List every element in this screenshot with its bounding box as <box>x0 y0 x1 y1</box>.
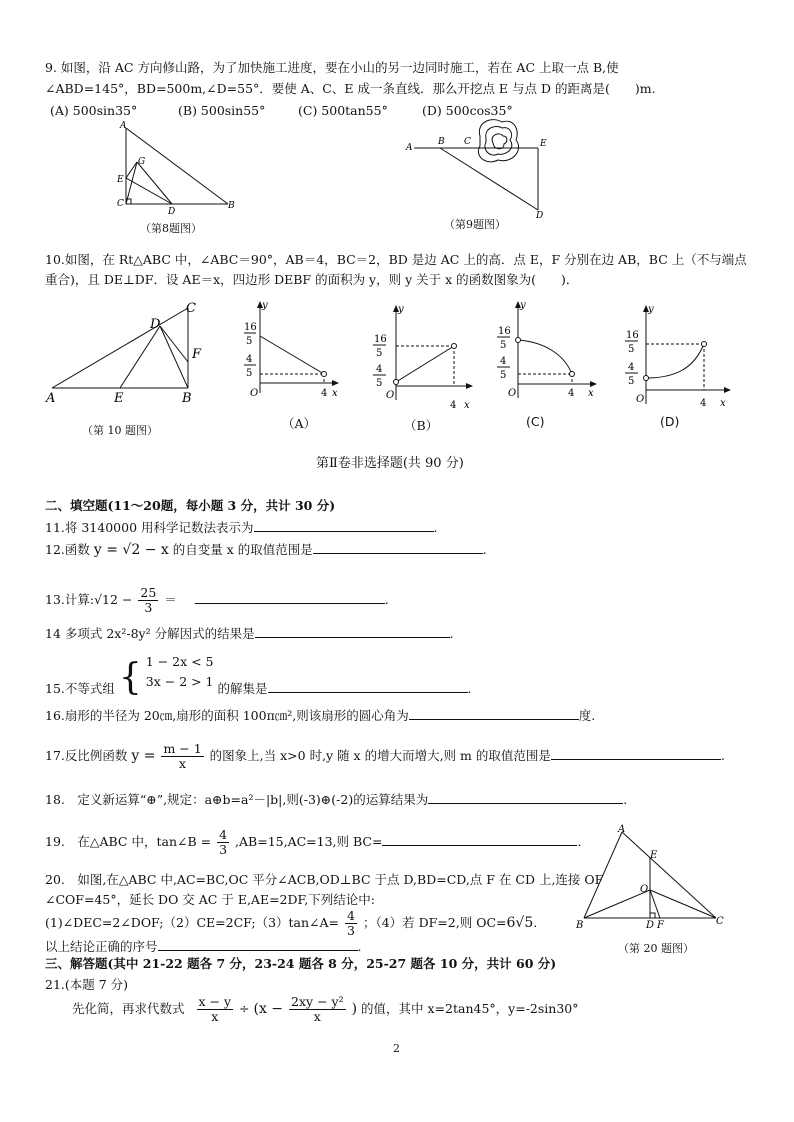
graph-c-tick16: 16 <box>498 326 511 337</box>
graph-b-tick5a: 5 <box>376 348 383 359</box>
page-number: 2 <box>393 1042 400 1055</box>
graph-c-x: x <box>588 388 594 399</box>
q15: 15.不等式组 { 1 − 2x < 5 3x − 2 > 1 的解集是 . <box>45 654 472 698</box>
graph-a-tick5b: 5 <box>246 368 253 379</box>
q21-body <box>72 988 579 1030</box>
graph-b-tick4: 4 <box>376 364 383 375</box>
q15-ineq2: 3x − 2 > 1 <box>145 674 214 689</box>
graph-c-y: y <box>520 300 526 311</box>
q20-text-3b: ；（4）若 DF=2,则 OC= <box>362 915 507 930</box>
graph-c-tick5b: 5 <box>500 370 507 381</box>
fig20-label-a: A <box>618 824 626 835</box>
fig20-label-d: D <box>646 920 655 931</box>
fig8-label-b: B <box>228 201 235 211</box>
graph-a-xtick4: 4 <box>321 388 328 399</box>
graph-c-origin: O <box>508 388 517 399</box>
q13-text-a: 13.计算: <box>45 592 95 607</box>
fig8-label-g: G <box>138 157 146 167</box>
q12-formula: y = √2 − x <box>93 542 169 558</box>
fig10-label-a: A <box>46 391 56 406</box>
q12: 12.函数 y = √2 − x 的自变量 x 的取值范围是 . <box>45 542 487 558</box>
q17-fraction <box>161 742 203 771</box>
figure-9 <box>400 112 560 222</box>
graph-a-tick4: 4 <box>246 354 253 365</box>
q13-den: 3 <box>144 600 153 615</box>
solve-header: 三、解答题(其中 21-22 题各 7 分，23-24 题各 8 分，25-27 题各 10 分，共计 60 分) <box>45 956 557 971</box>
graph-a-tick5a: 5 <box>246 336 253 347</box>
q9-option-b: (B) 500sin55° <box>178 103 266 118</box>
q13-sqrt12: √12 − <box>94 592 133 607</box>
graph-b-x: x <box>464 400 470 411</box>
q21-text-a: 先化简，再求代数式 <box>72 1001 185 1016</box>
q21-div: ÷ <box>239 1001 250 1016</box>
q16 <box>45 706 595 724</box>
fig20-label-f: F <box>657 920 664 931</box>
q17-den: x <box>179 756 187 771</box>
fig20-label-o: O <box>640 884 649 895</box>
q20-answer-blank[interactable] <box>158 937 358 951</box>
graph-c-xtick4: 4 <box>568 388 575 399</box>
q15-system <box>146 652 214 692</box>
fig20-caption: （第 20 题图） <box>618 942 694 955</box>
graph-c <box>488 298 598 410</box>
graph-a-tick16: 16 <box>244 322 257 333</box>
q20-den: 3 <box>347 923 355 938</box>
graph-d-origin: O <box>636 394 645 405</box>
graph-d-xtick4: 4 <box>700 398 707 409</box>
q12-answer-blank[interactable] <box>313 540 483 554</box>
fig9-label-d: D <box>536 211 544 221</box>
graph-d-tick5a: 5 <box>628 344 635 355</box>
fig9-label-b: B <box>438 137 445 147</box>
fig8-label-e: E <box>117 175 124 185</box>
figure-8 <box>110 118 240 218</box>
fig20-label-b: B <box>576 920 584 931</box>
graph-a-y: y <box>262 300 268 311</box>
fig10-label-d: D <box>150 317 161 332</box>
q20-text-4: 以上结论正确的序号 <box>45 939 158 954</box>
graph-d-label: (D) <box>660 414 680 429</box>
fig9-label-e: E <box>540 139 547 149</box>
q13-answer-blank[interactable] <box>195 590 385 604</box>
graph-c-label: (C) <box>526 414 545 429</box>
q17-text-b: 的图象上,当 x>0 时,y 随 x 的增大而增大,则 m 的取值范围是 <box>209 748 551 763</box>
q14-answer-blank[interactable] <box>255 624 450 638</box>
fig20-label-e: E <box>650 850 658 861</box>
q15-answer-blank[interactable] <box>268 679 468 693</box>
figure-20 <box>570 822 730 934</box>
graph-a-x: x <box>332 388 338 399</box>
q17-answer-blank[interactable] <box>551 746 721 760</box>
q16-text-b: 度. <box>578 708 596 723</box>
graph-b-label: （B） <box>404 418 439 433</box>
q21-f1-num: x − y <box>198 994 232 1009</box>
fig10-label-e: E <box>114 391 124 406</box>
q12-text-a: 12.函数 <box>45 542 90 557</box>
q15-ineq1: 1 − 2x < 5 <box>145 654 214 669</box>
fig10-label-b: B <box>182 391 192 406</box>
fig9-caption: （第9题图） <box>444 218 506 231</box>
q10-line2: 重合)，且 DE⊥DF．设 AE＝x，四边形 DEBF 的面积为 y，则 y 关于 x 的函数图象为( )． <box>45 272 579 287</box>
fig10-label-c: C <box>186 301 196 316</box>
q9-line1: 9. 如图，沿 AC 方向修山路，为了加快施工进度，要在小山的另一边同时施工，若在 AC 上取一点 B,使 <box>45 60 619 75</box>
q21-f2-den: x <box>313 1009 321 1024</box>
graph-b-xtick4: 4 <box>450 400 457 411</box>
q17-text-a: 17.反比例函数 <box>45 748 128 763</box>
q11: 11.将 3140000 用科学记数法表示为 . <box>45 520 438 535</box>
q20-line1: 20. 如图,在△ABC 中,AC=BC,OC 平分∠ACB,OD⊥BC 于点 D,BD=CD,点 F 在 CD 上,连接 OF <box>45 872 604 887</box>
graph-a-origin: O <box>250 388 259 399</box>
q13-num: 25 <box>140 585 157 600</box>
graph-d-tick5b: 5 <box>628 376 635 387</box>
q9-line2: ∠ABD=145°，BD=500m,∠D=55°．要使 A、C、E 成一条直线．那么开挖点 E 与点 D 的距离是( )m. <box>45 81 656 96</box>
graph-d-tick4: 4 <box>628 362 635 373</box>
graph-d-tick16: 16 <box>626 330 639 341</box>
q14: 14 多项式 2x²-8y² 分解因式的结果是 . <box>45 626 454 641</box>
graph-b-tick5b: 5 <box>376 378 383 389</box>
fig9-label-a: A <box>406 143 413 153</box>
q18: 18. 定义新运算“⊕”,规定：a⊕b=a²－|b|,则(-3)⊕(-2)的运算结果为 . <box>45 792 628 807</box>
q21-f2-num: 2xy − y² <box>291 994 344 1009</box>
q13-fraction <box>138 586 158 615</box>
q21-paren-left: (x − <box>253 1001 284 1017</box>
q20-text-3c: 6√5 <box>506 915 534 931</box>
q21-fraction2 <box>289 995 346 1024</box>
graph-b-tick16: 16 <box>374 334 387 345</box>
q19-num: 4 <box>219 827 228 842</box>
q19-den: 3 <box>219 842 228 857</box>
q20-text-3a: (1)∠DEC=2∠DOF;（2）CE=2CF;（3）tan∠A= <box>45 915 340 930</box>
q16-text-a: 16.扇形的半径为 20㎝,扇形的面积 100π㎝²,则该扇形的圆心角为 <box>45 708 409 723</box>
graph-b <box>358 300 473 412</box>
fig8-label-d: D <box>168 207 176 217</box>
figure-10 <box>40 298 215 413</box>
fig8-caption: （第8题图） <box>140 222 202 235</box>
graph-b-y: y <box>398 304 404 315</box>
q21-fraction1 <box>197 995 234 1024</box>
q18-text: 18. 定义新运算“⊕”,规定：a⊕b=a²－|b|,则(-3)⊕(-2)的运算结果为 <box>45 792 429 807</box>
q12-text-c: 的自变量 x 的取值范围是 <box>172 542 313 557</box>
q20-line3: (1)∠DEC=2∠DOF;（2）CE=2CF;（3）tan∠A= $\frac{4}{3}$ ；（4）若 DF=2,则 OC=6√5. <box>45 908 538 938</box>
section2-title: 第Ⅱ卷非选择题(共 90 分) <box>316 456 464 471</box>
q19-text-a: 19. 在△ABC 中，tan∠B = <box>45 834 212 849</box>
fig8-label-c: C <box>117 199 124 209</box>
graph-a <box>236 298 341 408</box>
graph-d-y: y <box>648 304 654 315</box>
q10-line1: 10.如图，在 Rt△ABC 中，∠ABC＝90°，AB＝4，BC＝2，BD 是边 AC 上的高．点 E，F 分别在边 AB，BC 上（不与端点 <box>45 252 747 267</box>
graph-d <box>616 302 734 414</box>
q19-text-b: ,AB=15,AC=13,则 BC= <box>235 834 383 849</box>
q20-fraction <box>345 909 357 938</box>
fig8-label-a: A <box>120 121 127 131</box>
q15-text-a: 15.不等式组 <box>45 681 115 696</box>
q21-f1-den: x <box>211 1009 219 1024</box>
graph-c-tick5a: 5 <box>500 340 507 351</box>
q14-text: 14 多项式 2x²-8y² 分解因式的结果是 <box>45 626 255 641</box>
q20-line2: ∠COF=45°，延长 DO 交 AC 于 E,AE=2DF,下列结论中: <box>45 892 375 907</box>
fig10-label-f: F <box>192 347 202 362</box>
fig20-label-c: C <box>716 916 724 927</box>
q17-y: y = <box>131 748 156 764</box>
graph-c-tick4: 4 <box>500 356 507 367</box>
graph-a-label: （A） <box>282 416 317 431</box>
q13-equals: ＝ <box>164 592 177 607</box>
fill-header: 二、填空题(11～20题，每小题 3 分，共计 30 分) <box>45 498 336 513</box>
fig9-label-c: C <box>464 137 471 147</box>
q18-answer-blank[interactable] <box>428 790 623 804</box>
q17-num: m − 1 <box>163 741 202 756</box>
q9-option-c: (C) 500tan55° <box>298 103 388 118</box>
graph-b-origin: O <box>386 390 395 401</box>
q11-answer-blank[interactable] <box>254 518 434 532</box>
q16-answer-blank[interactable] <box>409 706 579 720</box>
graph-d-x: x <box>720 398 726 409</box>
q13: 13.计算:√12 − $\frac{25}{3}$ ＝ . <box>45 585 389 615</box>
q21-title: 21.(本题 7 分) <box>45 977 129 992</box>
q9-option-d: (D) 500cos35° <box>422 103 513 118</box>
fig10-caption: （第 10 题图） <box>82 424 158 437</box>
q21-text-b: 的值，其中 x=2tan45°，y=-2sin30° <box>361 1001 579 1016</box>
q20-line4: 以上结论正确的序号 . <box>45 939 362 954</box>
q19-fraction <box>217 828 229 857</box>
q20-num: 4 <box>347 908 355 923</box>
q9-option-a: (A) 500sin35° <box>50 103 138 118</box>
q19: 19. 在△ABC 中，tan∠B = $\frac{4}{3}$ ,AB=15,AC=13,则 BC= . <box>45 827 582 857</box>
q19-answer-blank[interactable] <box>382 832 577 846</box>
q17: 17.反比例函数 y = $\frac{m - 1}{x}$ 的图象上,当 x>0 时,y 随 x 的增大而增大,则 m 的取值范围是 . <box>45 741 725 771</box>
q15-text-b: 的解集是 <box>217 681 268 696</box>
q15-brace: { <box>118 657 142 698</box>
q21-paren-right: ) <box>351 1001 358 1017</box>
q11-text: 11.将 3140000 用科学记数法表示为 <box>45 520 254 535</box>
